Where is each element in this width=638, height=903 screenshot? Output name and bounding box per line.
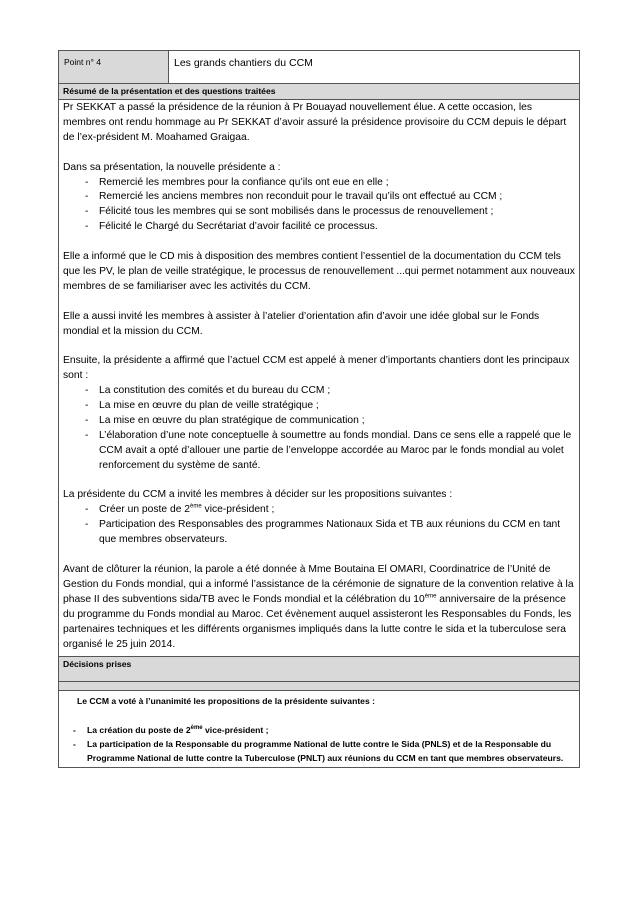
decision-item: - La création du poste de 2ème vice-président ;	[63, 723, 575, 737]
bullet-list	[63, 503, 575, 548]
list-item: - La constitution des comités et du bureau du CCM ;	[63, 384, 575, 399]
summary-paragraph: Pr SEKKAT a passé la présidence de la réunion à Pr Bouayad nouvellement élue. A cette occasion, les membres ont rendu hommage au Pr SEKKAT d’avoir assuré la présidence provisoire du CCM depuis le départ de l’ex-président M. Moahamed Graigaa.	[63, 102, 567, 143]
paragraph-intro: Dans sa présentation, la nouvelle présidente a :	[63, 161, 281, 173]
list-item: - L’élaboration d’une note conceptuelle à soumettre au fonds mondial. Dans ce sens elle a rappelé que le CCM avait a opté d’allouer une partie de l’enveloppe accordée au Maroc par le fonds mondial au volet renforcement du système de santé.	[63, 429, 575, 474]
paragraph-intro: Ensuite, la présidente a affirmé que l’actuel CCM est appelé à mener d’importants chantiers dont les principaux sont :	[63, 355, 570, 382]
decisions-list	[63, 723, 575, 766]
list-item: - Remercié les membres pour la confiance qu’ils ont eue en elle ;	[63, 176, 575, 191]
summary-paragraph	[63, 161, 575, 236]
list-item: - Remercié les anciens membres non reconduit pour le travail qu’ils ont effectué au CCM ;	[63, 190, 575, 205]
list-item: - Félicité le Chargé du Secrétariat d’avoir facilité ce processus.	[63, 220, 575, 235]
bullet-list	[63, 384, 575, 473]
point-title: Les grands chantiers du CCM	[174, 57, 313, 69]
decisions-separator	[59, 682, 579, 691]
decisions-heading: Décisions prises	[59, 657, 579, 682]
list-item: - Participation des Responsables des programmes Nationaux Sida et TB aux réunions du CCM en tant que membres observateurs.	[63, 518, 575, 548]
point-number: Point n° 4	[59, 51, 169, 83]
list-item: - Créer un poste de 2ème vice-président ;	[63, 503, 575, 518]
list-item: - La mise en œuvre du plan stratégique de communication ;	[63, 414, 575, 429]
point-header-row	[59, 51, 579, 84]
decision-item: - La participation de la Responsable du programme National de lutte contre le Sida (PNLS) et de la Responsable du Programme National de lutte contre la Tuberculose (PNLT) aux réunions du CCM en tant que membres observateurs.	[63, 737, 575, 765]
paragraph-intro: La présidente du CCM a invité les membres à décider sur les propositions suivantes :	[63, 489, 453, 501]
summary-paragraph: Elle a aussi invité les membres à assister à l’atelier d’orientation afin d’avoir une idée global sur le Fonds mondial et la mission du CCM.	[63, 310, 540, 337]
summary-heading: Résumé de la présentation et des questions traitées	[59, 84, 579, 100]
summary-paragraph	[63, 354, 575, 473]
minutes-table	[58, 50, 580, 768]
list-item: - La mise en œuvre du plan de veille stratégique ;	[63, 399, 575, 414]
decisions-intro: Le CCM a voté à l’unanimité les propositions de la présidente suivantes :	[77, 696, 375, 707]
list-item: - Félicité tous les membres qui se sont mobilisés dans le processus de renouvellement ;	[63, 205, 575, 220]
summary-paragraph: Elle a informé que le CD mis à disposition des membres contient l’essentiel de la documentation du CCM tels que les PV, le plan de veille stratégique, le processus de renouvellement ...qui permet notamment aux nouveaux membres de se familiariser avec les activités du CCM.	[63, 251, 575, 292]
summary-body	[59, 100, 579, 657]
bullet-list	[63, 176, 575, 236]
summary-paragraph: Avant de clôturer la réunion, la parole a été donnée à Mme Boutaina El OMARI, Coordinatrice de l’Unité de Gestion du Fonds mondial, qui a informé l’assistance de la cérémonie de signature de la convention relative à la phase II des subventions sida/TB avec le Fonds mondial et la célébration du 10ème anniversaire de la présence du programme du Fonds mondial au Maroc. Cet évènement auquel assisteront les Responsables du Fonds, les partenaires techniques et les différents organismes impliqués dans la lutte contre le sida et la tuberculose sera organisé le 25 juin 2014.	[63, 564, 574, 650]
decisions-body	[59, 691, 579, 767]
summary-paragraph	[63, 488, 575, 548]
